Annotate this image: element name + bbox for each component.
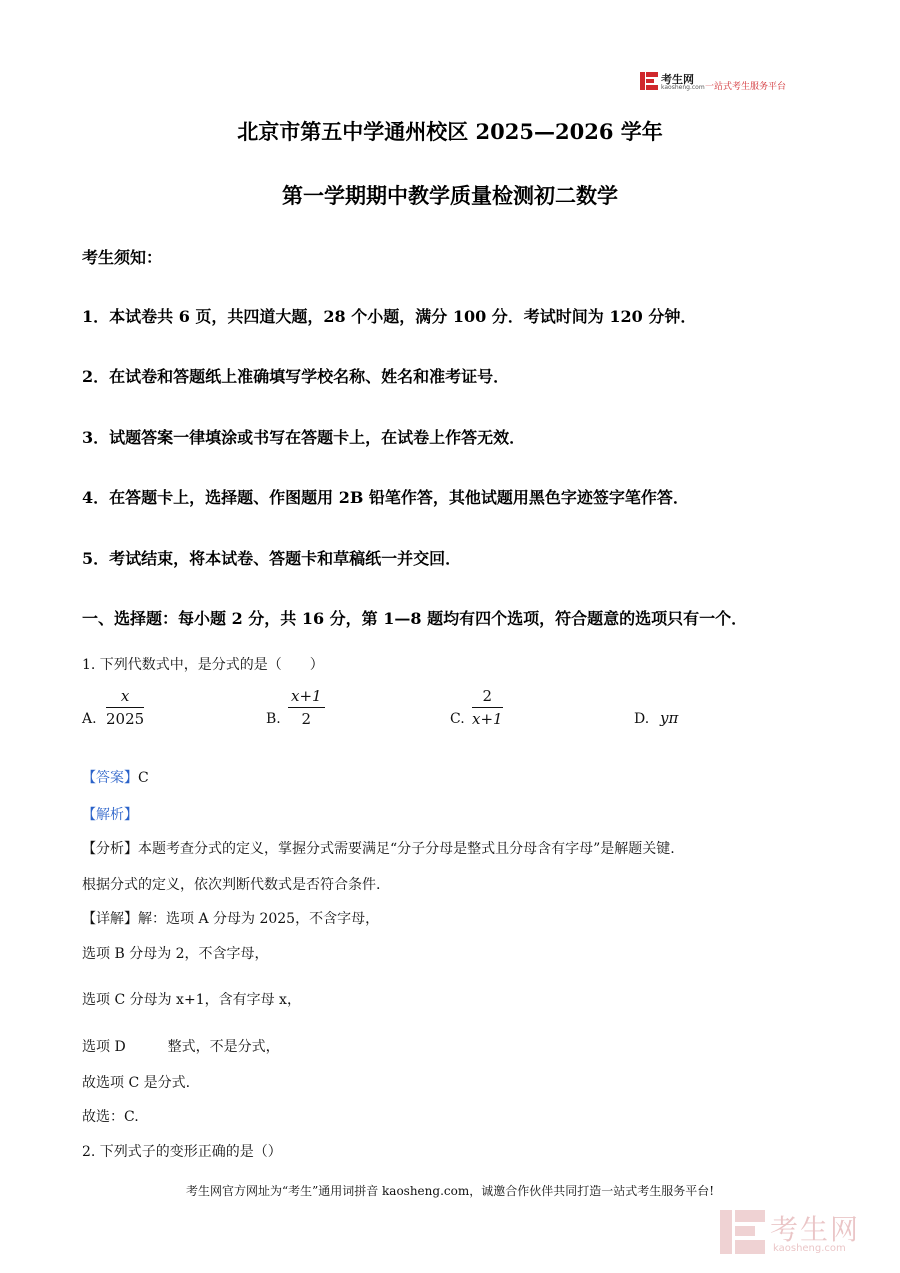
answer-value: C [138, 770, 149, 786]
q1-option-a-fraction [106, 687, 144, 728]
page-title-line2: 第一学期期中教学质量检测初二数学 [282, 183, 618, 208]
q1-option-b-label: B. [266, 711, 281, 727]
analysis-tag: 【解析】 [82, 807, 138, 823]
q1-option-b-denominator: 2 [301, 710, 312, 728]
page-title-line1: 北京市第五中学通州校区 2025—2026 学年 [237, 119, 663, 144]
page-footer: 考生网官方网址为“考生”通用词拼音 kaosheng.com，诚邀合作伙伴共同打造一站式考生服务平台! [185, 1184, 715, 1198]
q1-option-d-label: D. [634, 711, 650, 727]
q1-option-b-numerator: x+1 [288, 687, 325, 708]
q1-analysis-line: 选项 B 分母为 2，不含字母， [82, 946, 269, 962]
q1-analysis-line: 故选：C. [82, 1109, 139, 1125]
q1-analysis-line: 选项 C 分母为 x+1，含有字母 x， [82, 992, 301, 1008]
notice-item-5: 5．考试结束，将本试卷、答题卡和草稿纸一并交回． [82, 549, 462, 568]
q1-answer [82, 767, 149, 787]
logo-slogan: 一站式考生服务平台 [705, 82, 787, 92]
kaosheng-logo-icon [640, 72, 658, 90]
watermark-domain: kaosheng.com [773, 1243, 846, 1254]
q1-analysis-line: 故选项 C 是分式. [82, 1075, 191, 1091]
q1-option-c-fraction [472, 687, 503, 728]
watermark-name: 考生网 [770, 1213, 861, 1246]
notice-item-2: 2．在试卷和答题纸上准确填写学校名称、姓名和准考证号． [82, 367, 510, 386]
notice-heading: 考生须知： [82, 248, 163, 267]
q1-option-c-denominator: x+1 [472, 710, 503, 728]
q1-option-a-numerator: x [106, 687, 144, 708]
logo-domain: kaosheng.com [661, 84, 705, 91]
q1-stem: 1. 下列代数式中，是分式的是（ ） [82, 657, 324, 673]
q1-option-d-expression: yπ [660, 709, 679, 727]
q1-option-c-label: C. [450, 711, 465, 727]
answer-tag: 【答案】 [82, 770, 138, 786]
q2-stem: 2. 下列式子的变形正确的是（） [82, 1144, 282, 1160]
q1-analysis-line: 【详解】解：选项 A 分母为 2025，不含字母， [82, 911, 380, 927]
notice-item-1: 1．本试卷共 6 页，共四道大题，28 个小题，满分 100 分．考试时间为 120 分钟． [82, 307, 697, 326]
q1-option-c-numerator: 2 [472, 687, 503, 708]
q1-analysis-line: 根据分式的定义，依次判断代数式是否符合条件. [82, 877, 381, 893]
q1-option-a-denominator: 2025 [106, 710, 145, 728]
q1-option-b-fraction [288, 687, 325, 728]
notice-item-4: 4．在答题卡上，选择题、作图题用 2B 铅笔作答，其他试题用黑色字迹签字笔作答． [82, 488, 689, 507]
notice-item-3: 3．试题答案一律填涂或书写在答题卡上，在试卷上作答无效． [82, 428, 526, 447]
section-1-heading: 一、选择题：每小题 2 分，共 16 分，第 1—8 题均有四个选项，符合题意的选项只有一个． [82, 609, 748, 628]
q1-option-a-label: A. [82, 711, 97, 727]
logo-name: 考生网 [661, 73, 694, 86]
q1-analysis-line: 【分析】本题考查分式的定义，掌握分式需要满足“分子分母是整式且分母含有字母”是解题关键. [82, 841, 675, 857]
q1-analysis-line: 选项 D 整式，不是分式， [82, 1039, 280, 1055]
